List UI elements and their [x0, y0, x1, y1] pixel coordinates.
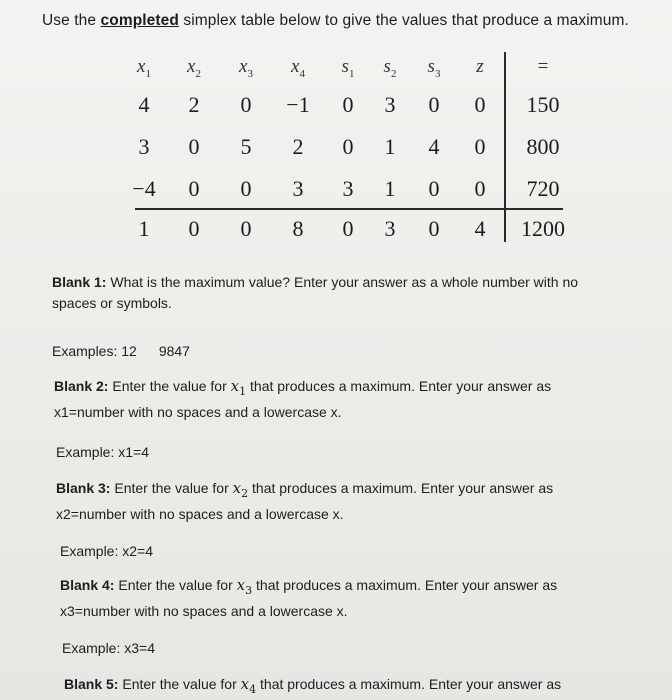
table-cell: 0 — [342, 134, 354, 159]
table-cell: 1 — [384, 134, 396, 159]
table-cell: 1 — [138, 216, 150, 241]
table-cell: −4 — [132, 176, 156, 201]
table-cell: 0 — [188, 216, 200, 241]
table-cell: 5 — [240, 134, 252, 159]
table-cell: 0 — [240, 216, 252, 241]
blank-2-example: Example: x1=4 — [56, 444, 149, 460]
blank-1-example: Examples: 12 9847 — [52, 343, 190, 359]
table-cell: 3 — [138, 134, 150, 159]
header-x1: $x_1$ — [137, 56, 151, 80]
header-x4: $x_4$ — [291, 56, 305, 80]
blank-1-label: Blank 1: — [52, 274, 107, 290]
variable-x1: $x_1$ — [230, 377, 247, 398]
table-cell: 0 — [240, 92, 252, 117]
header-z: z — [476, 56, 484, 77]
table-cell: 0 — [342, 216, 354, 241]
intro-suffix: simplex table below to give the values that produce a maximum. — [178, 12, 629, 29]
blank-3-label: Blank 3: — [56, 480, 111, 496]
table-cell: 0 — [428, 216, 440, 241]
table-rhs-cell: 150 — [526, 92, 560, 117]
blank-1-question: Blank 1: What is the maximum value? Enter your answer as a whole number with no spaces or symbols. — [52, 274, 579, 311]
variable-x2: $x_2$ — [232, 479, 249, 500]
table-cell: 0 — [342, 92, 354, 117]
table-cell: 3 — [384, 216, 396, 241]
intro-prefix: Use the — [42, 12, 101, 29]
header-x3: $x_3$ — [239, 56, 253, 80]
table-cell: 3 — [292, 176, 304, 201]
table-cell: 0 — [428, 92, 440, 117]
table-cell: 2 — [292, 134, 304, 159]
table-objective-divider — [135, 208, 563, 210]
blank-4-label: Blank 4: — [60, 577, 115, 593]
table-cell: 0 — [428, 176, 440, 201]
blank-3-question: Blank 3: Enter the value for $x_2$ that produces a maximum. Enter your answer as x2=number with no spaces and a lowercase x. — [56, 479, 554, 522]
header-s2: $s_2$ — [383, 56, 397, 80]
table-cell: 8 — [292, 216, 304, 241]
simplex-table — [127, 48, 567, 248]
table-cell: 2 — [188, 92, 200, 117]
variable-x3: $x_3$ — [236, 576, 253, 597]
blank-3-example: Example: x2=4 — [60, 543, 153, 559]
blank-5-question: Blank 5: Enter the value for $x_4$ that produces a maximum. Enter your answer as — [64, 675, 562, 696]
table-cell: 3 — [342, 176, 354, 201]
header-equals: = — [537, 56, 549, 77]
blank-5-label: Blank 5: — [64, 676, 119, 692]
variable-x4: $x_4$ — [240, 675, 257, 696]
header-s3: $s_3$ — [427, 56, 441, 80]
table-cell: 4 — [428, 134, 440, 159]
blank-2-label: Blank 2: — [54, 378, 109, 394]
table-cell: 0 — [474, 134, 486, 159]
table-cell: 3 — [384, 92, 396, 117]
table-rhs-cell: 1200 — [521, 216, 565, 241]
intro-text — [42, 12, 629, 30]
table-cell: 1 — [384, 176, 396, 201]
intro-emphasis: completed — [100, 12, 179, 29]
table-cell: 4 — [474, 216, 486, 241]
table-cell: 0 — [474, 176, 486, 201]
header-s1: $s_1$ — [341, 56, 355, 80]
blank-4-example: Example: x3=4 — [62, 640, 155, 656]
table-rhs-divider — [504, 52, 506, 242]
blank-2-question: Blank 2: Enter the value for $x_1$ that produces a maximum. Enter your answer as x1=number with no spaces and a lowercase x. — [54, 377, 552, 420]
table-cell: 0 — [188, 176, 200, 201]
table-cell: 0 — [474, 92, 486, 117]
table-cell: −1 — [286, 92, 310, 117]
table-cell: 0 — [240, 176, 252, 201]
table-rhs-cell: 720 — [526, 176, 560, 201]
table-rhs-cell: 800 — [526, 134, 560, 159]
blank-4-question: Blank 4: Enter the value for $x_3$ that produces a maximum. Enter your answer as x3=number with no spaces and a lowercase x. — [60, 576, 558, 619]
header-x2: $x_2$ — [187, 56, 201, 80]
table-cell: 0 — [188, 134, 200, 159]
table-cell: 4 — [138, 92, 150, 117]
